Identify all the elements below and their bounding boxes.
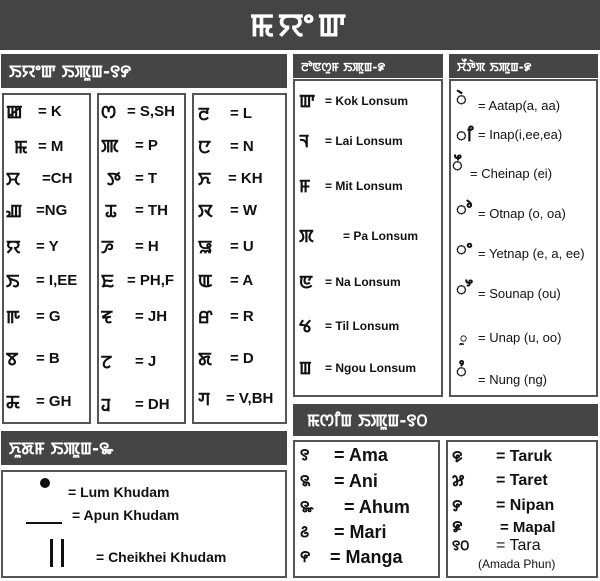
- lonsum-label: = Kok Lonsum: [325, 93, 409, 108]
- letter-label: = V,BH: [226, 390, 274, 407]
- letter-label: = S,SH: [127, 103, 175, 120]
- numeral-symbol: ꯶: [452, 447, 463, 466]
- numeral-symbol: ꯸: [452, 496, 463, 515]
- letter-symbol: ꯁ: [101, 102, 117, 123]
- letter-symbol: ꯗ: [198, 349, 212, 370]
- list-item: [300, 546, 403, 568]
- letter-label: = B: [36, 350, 60, 367]
- vowel-sign-label: = Aatap(a, aa): [478, 98, 561, 113]
- list-item: [452, 516, 555, 538]
- numeral-label: = Ama: [334, 444, 388, 465]
- letter-label: =NG: [36, 202, 68, 219]
- cheitap-header: [449, 54, 598, 78]
- list-item: [299, 313, 399, 338]
- numeral-symbol: ꯵: [300, 547, 311, 566]
- list-item: [299, 88, 408, 113]
- iyek-header-text: ꯏꯌꯦꯛ ꯏꯄꯨꯡ-꯱꯸: [9, 61, 132, 82]
- letter-symbol: ꯎ: [198, 237, 213, 258]
- numbers-header-text: ꯃꯁꯤꯡ ꯏꯄꯨꯡ-꯱꯰: [307, 410, 428, 431]
- numeral-symbol: ꯹: [452, 517, 463, 536]
- vowel-sign-label: = Cheinap (ei): [470, 166, 553, 181]
- list-item: [299, 223, 418, 248]
- letter-symbol: ꯔ: [198, 307, 213, 328]
- lonsum-label: = Ngou Lonsum: [325, 360, 416, 375]
- list-item: [101, 392, 170, 417]
- numeral-symbol: ꯲: [300, 471, 311, 490]
- letter-label: = H: [135, 238, 159, 255]
- letter-label: = JH: [135, 308, 168, 325]
- list-item: [478, 557, 555, 571]
- letter-label: = R: [230, 308, 254, 325]
- letter-symbol: ꯍ: [101, 237, 114, 258]
- letter-label: = L: [230, 105, 253, 122]
- list-item: [299, 355, 416, 380]
- letter-symbol: ꯊ: [105, 201, 117, 222]
- letter-label: = W: [230, 202, 258, 219]
- list-item: [96, 549, 226, 565]
- letter-symbol: ꯃ: [14, 137, 28, 158]
- lonsum-symbol: ꯡ: [299, 358, 312, 379]
- letter-label: = J: [135, 353, 157, 370]
- letter-label: = K: [38, 103, 62, 120]
- cheikhei-khudam-mark: [50, 539, 53, 567]
- numeral-label: = Tara: [496, 536, 541, 554]
- letter-symbol: ꯄ: [101, 136, 119, 157]
- list-item: [198, 234, 254, 259]
- numeral-label: = Ani: [334, 470, 378, 491]
- lonsum-symbol: ꯟ: [299, 272, 313, 293]
- list-item: [456, 236, 585, 261]
- letter-symbol: ꯑ: [198, 271, 213, 292]
- list-item: [452, 495, 554, 517]
- title-banner: [0, 0, 600, 50]
- vowel-sign-label: = Inap(i,ee,ea): [478, 127, 563, 142]
- letter-symbol: ꯅ: [198, 137, 211, 158]
- vowel-sign-label: = Yetnap (e, a, ee): [478, 246, 585, 261]
- numbers-header: [293, 404, 598, 436]
- letter-label: = KH: [228, 170, 263, 187]
- numeral-symbol: ꯴: [300, 522, 310, 541]
- lonsum-symbol: ꯜ: [299, 131, 310, 152]
- letter-symbol: ꯉ: [6, 201, 23, 222]
- list-item: [101, 349, 156, 374]
- cheitap-header-text: ꯆꯩꯇꯥꯞ ꯏꯄꯨꯡ-꯹: [457, 59, 532, 74]
- list-item: [299, 269, 401, 294]
- vowel-sign-label: = Nung (ng): [478, 372, 548, 387]
- letter-label: = PH,F: [127, 272, 175, 289]
- list-item: [198, 386, 273, 411]
- list-item: [101, 268, 174, 293]
- numeral-label: = Taret: [496, 472, 548, 489]
- list-item: [198, 304, 254, 329]
- list-item: [452, 470, 548, 492]
- letter-label: = TH: [135, 202, 168, 219]
- letter-symbol: ꯓ: [101, 307, 113, 328]
- lonsum-label: = Lai Lonsum: [325, 133, 403, 148]
- vowel-sign-label: = Otnap (o, oa): [478, 206, 566, 221]
- numeral-label: = Mapal: [500, 518, 556, 536]
- numeral-label: = Ahum: [344, 496, 410, 517]
- list-item: [101, 166, 157, 191]
- letter-symbol: ꯒ: [6, 307, 21, 328]
- letter-symbol: ꯐ: [101, 271, 115, 292]
- list-item: [101, 304, 167, 329]
- letter-label: = I,EE: [36, 272, 78, 289]
- letter-symbol: ꯘ: [6, 392, 21, 413]
- vowel-sign-symbol: ꯩ: [452, 155, 463, 176]
- list-item: [460, 329, 561, 346]
- lonsum-symbol: ꯝ: [299, 176, 311, 197]
- letter-label: = U: [230, 238, 254, 255]
- letter-symbol: ꯕ: [6, 349, 19, 370]
- list-item: [6, 346, 60, 371]
- khudam-header: [1, 431, 287, 465]
- list-item: [300, 470, 378, 492]
- list-item: [452, 446, 552, 468]
- lonsum-symbol: ꯠ: [299, 316, 312, 337]
- khudam-label: = Cheikhei Khudam: [96, 549, 227, 565]
- letter-label: = D: [230, 350, 254, 367]
- lonsum-label: = Mit Lonsum: [325, 178, 403, 193]
- list-item: [299, 128, 403, 153]
- lonsum-label: = Na Lonsum: [325, 274, 401, 289]
- vowel-sign-symbol: ꯣ: [456, 199, 472, 220]
- list-item: [198, 346, 254, 371]
- letter-symbol: ꯌ: [6, 237, 21, 258]
- vowel-sign-symbol: ꯧ: [456, 279, 472, 300]
- list-item: [456, 122, 562, 147]
- lonsum-symbol: ꯛ: [299, 91, 316, 112]
- letter-symbol: ꯀ: [6, 102, 23, 123]
- vowel-sign-symbol: ꯨ: [460, 331, 468, 345]
- list-item: [198, 166, 263, 191]
- list-item: [456, 358, 547, 387]
- list-item: [300, 521, 387, 543]
- vowel-sign-symbol: ꯤ: [456, 125, 474, 146]
- list-item: [6, 268, 77, 293]
- letter-symbol: ꯆ: [6, 169, 21, 190]
- list-item: [456, 196, 566, 221]
- list-item: [456, 86, 560, 113]
- letter-label: = P: [135, 137, 158, 154]
- letter-label: = G: [36, 308, 61, 325]
- list-item: [101, 99, 175, 124]
- list-item: [101, 234, 159, 259]
- letter-label: = DH: [135, 396, 170, 413]
- list-item: [6, 166, 72, 191]
- letter-symbol: ꯋ: [198, 201, 213, 222]
- list-item: [6, 99, 62, 124]
- list-item: [198, 134, 254, 159]
- letter-symbol: ꯈ: [198, 169, 211, 190]
- numeral-symbol: ꯱: [300, 445, 310, 464]
- letter-label: =CH: [42, 170, 73, 187]
- list-item: [72, 507, 179, 523]
- list-item: [101, 198, 168, 223]
- lonsum-symbol: ꯞ: [299, 226, 314, 247]
- list-item: [6, 389, 71, 414]
- iyek-header: [1, 54, 287, 88]
- numeral-label: = Manga: [330, 546, 403, 567]
- khudam-header-text: ꯈꯨꯗꯝ ꯏꯄꯨꯡ-꯳: [9, 438, 114, 459]
- vowel-sign-label: = Sounap (ou): [478, 286, 561, 301]
- apun-khudam-mark: [26, 522, 62, 524]
- vowel-sign-symbol: ꯥ: [456, 89, 467, 110]
- letter-label: = GH: [36, 393, 72, 410]
- numeral-symbol: ꯷: [452, 471, 465, 490]
- list-item: [68, 484, 170, 500]
- lum-khudam-mark: [40, 478, 50, 488]
- list-item: [198, 198, 257, 223]
- list-item: [452, 536, 541, 555]
- vowel-sign-symbol: ꯪ: [456, 361, 467, 382]
- khudam-label: = Lum Khudam: [68, 484, 170, 500]
- numeral-symbol: ꯱꯰: [452, 538, 470, 554]
- letter-label: = N: [230, 138, 254, 155]
- list-item: [456, 276, 561, 301]
- list-item: [101, 133, 158, 158]
- letter-label: = Y: [36, 238, 59, 255]
- letter-symbol: ꯇ: [107, 169, 121, 190]
- letter-symbol: ꯏ: [6, 271, 20, 292]
- list-item: [300, 444, 388, 466]
- list-item: [6, 134, 63, 159]
- numeral-symbol: ꯳: [300, 497, 314, 516]
- khudam-label: = Apun Khudam: [72, 507, 180, 523]
- letter-label: = T: [135, 170, 158, 187]
- list-item: [299, 173, 403, 198]
- list-item: [6, 304, 61, 329]
- list-item: [6, 234, 59, 259]
- list-item: [198, 268, 253, 293]
- page-title: ꯃꯌꯦꯛ: [249, 6, 351, 44]
- letter-symbol: ꯂ: [198, 104, 210, 125]
- letter-label: = M: [38, 138, 64, 155]
- lonsum-header-text: ꯂꯣꯟꯁꯨꯝ ꯏꯄꯨꯡ-꯹: [301, 59, 386, 74]
- lonsum-label: = Til Lonsum: [325, 318, 400, 333]
- list-item: [198, 101, 252, 126]
- letter-symbol: ꯙ: [101, 395, 112, 416]
- letter-symbol: ꯖ: [101, 352, 112, 373]
- vowel-sign-symbol: ꯦ: [456, 239, 473, 260]
- numeral-label: = Nipan: [496, 497, 555, 514]
- numbers-note: (Amada Phun): [478, 557, 556, 571]
- letter-label: = A: [230, 272, 254, 289]
- vowel-sign-label: = Unap (u, oo): [478, 330, 562, 345]
- numeral-label: = Mari: [334, 521, 387, 542]
- list-item: [452, 152, 552, 181]
- lonsum-label: = Pa Lonsum: [343, 228, 419, 243]
- list-item: [6, 198, 67, 223]
- list-item: [300, 496, 410, 518]
- lonsum-header: [293, 54, 443, 78]
- numeral-label: = Taruk: [496, 448, 553, 465]
- cheikhei-khudam-mark: [61, 539, 64, 567]
- letter-symbol: ꯚ: [198, 389, 211, 410]
